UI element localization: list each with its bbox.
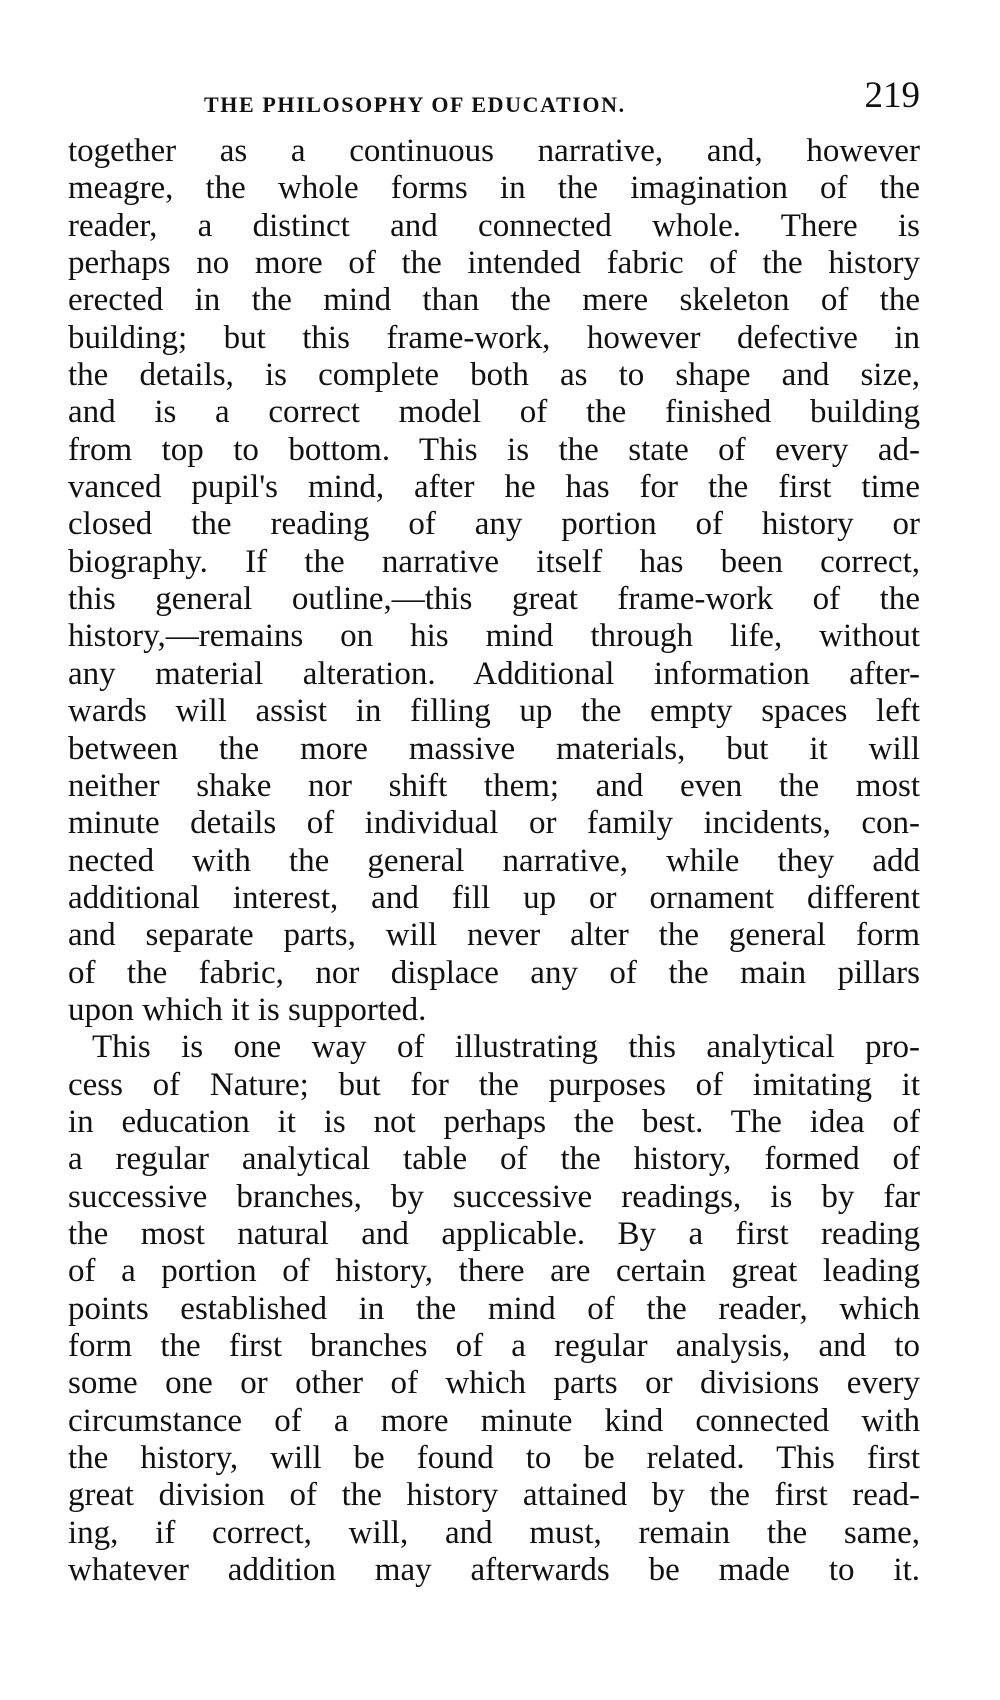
- text-line: together as a continuous narrative, and, however: [68, 133, 920, 169]
- body-text: [68, 133, 920, 1589]
- text-line: successive branches, by successive readings, is by far: [68, 1178, 920, 1215]
- text-line: This is one way of illustrating this analytical pro-: [92, 1029, 920, 1066]
- text-line: upon which it is supported.: [68, 991, 427, 1028]
- text-line: the details, is complete both as to shape and size,: [68, 357, 920, 394]
- text-line: building; but this frame-work, however defective in: [68, 319, 920, 356]
- running-head: [68, 74, 920, 122]
- text-line: in education it is not perhaps the best. The idea of: [68, 1103, 920, 1140]
- text-line: and separate parts, will never alter the general form: [68, 917, 920, 954]
- running-title: THE PHILOSOPHY OF EDUCATION.: [204, 92, 626, 117]
- text-line: ing, if correct, will, and must, remain the same,: [68, 1514, 920, 1551]
- text-line: perhaps no more of the intended fabric of the history: [68, 245, 920, 282]
- text-line: biography. If the narrative itself has been correct,: [68, 543, 920, 580]
- paragraph: [68, 133, 920, 1029]
- text-line: vanced pupil's mind, after he has for the first time: [68, 469, 920, 506]
- text-line: circumstance of a more minute kind connected with: [68, 1402, 920, 1439]
- text-line: wards will assist in filling up the empty spaces left: [68, 693, 920, 730]
- text-line: and is a correct model of the finished building: [68, 394, 920, 431]
- page-number: 219: [864, 75, 920, 116]
- text-line: neither shake nor shift them; and even the most: [68, 767, 920, 804]
- text-line: erected in the mind than the mere skeleton of the: [68, 282, 920, 319]
- text-line: a regular analytical table of the history, formed of: [68, 1141, 920, 1178]
- text-line: great division of the history attained by the first read-: [68, 1477, 920, 1514]
- text-line: of the fabric, nor displace any of the main pillars: [68, 954, 920, 991]
- text-line: points established in the mind of the reader, which: [68, 1290, 920, 1327]
- text-line: minute details of individual or family incidents, con-: [68, 805, 920, 842]
- text-line: whatever addition may afterwards be made to it.: [68, 1552, 920, 1589]
- text-line: form the first branches of a regular analysis, and to: [68, 1328, 920, 1364]
- text-line: meagre, the whole forms in the imagination of the: [68, 170, 920, 207]
- text-line: between the more massive materials, but it will: [68, 730, 920, 767]
- text-line: some one or other of which parts or divisions every: [68, 1365, 920, 1402]
- text-line: history,—remains on his mind through life, without: [68, 618, 920, 655]
- paragraph: [68, 1029, 920, 1589]
- text-line: cess of Nature; but for the purposes of imitating it: [68, 1066, 920, 1103]
- text-line: nected with the general narrative, while they add: [68, 842, 920, 879]
- text-line: this general outline,—this great frame-work of the: [68, 581, 920, 618]
- text-line: the most natural and applicable. By a first reading: [68, 1215, 920, 1252]
- text-line: from top to bottom. This is the state of every ad-: [68, 431, 920, 468]
- text-line: closed the reading of any portion of history or: [68, 506, 920, 543]
- text-line: reader, a distinct and connected whole. There is: [68, 207, 920, 244]
- text-line: of a portion of history, there are certain great leading: [68, 1253, 920, 1290]
- text-line: additional interest, and fill up or ornament different: [68, 879, 920, 916]
- text-line: any material alteration. Additional information after-: [68, 655, 920, 692]
- text-line: the history, will be found to be related. This first: [68, 1440, 920, 1477]
